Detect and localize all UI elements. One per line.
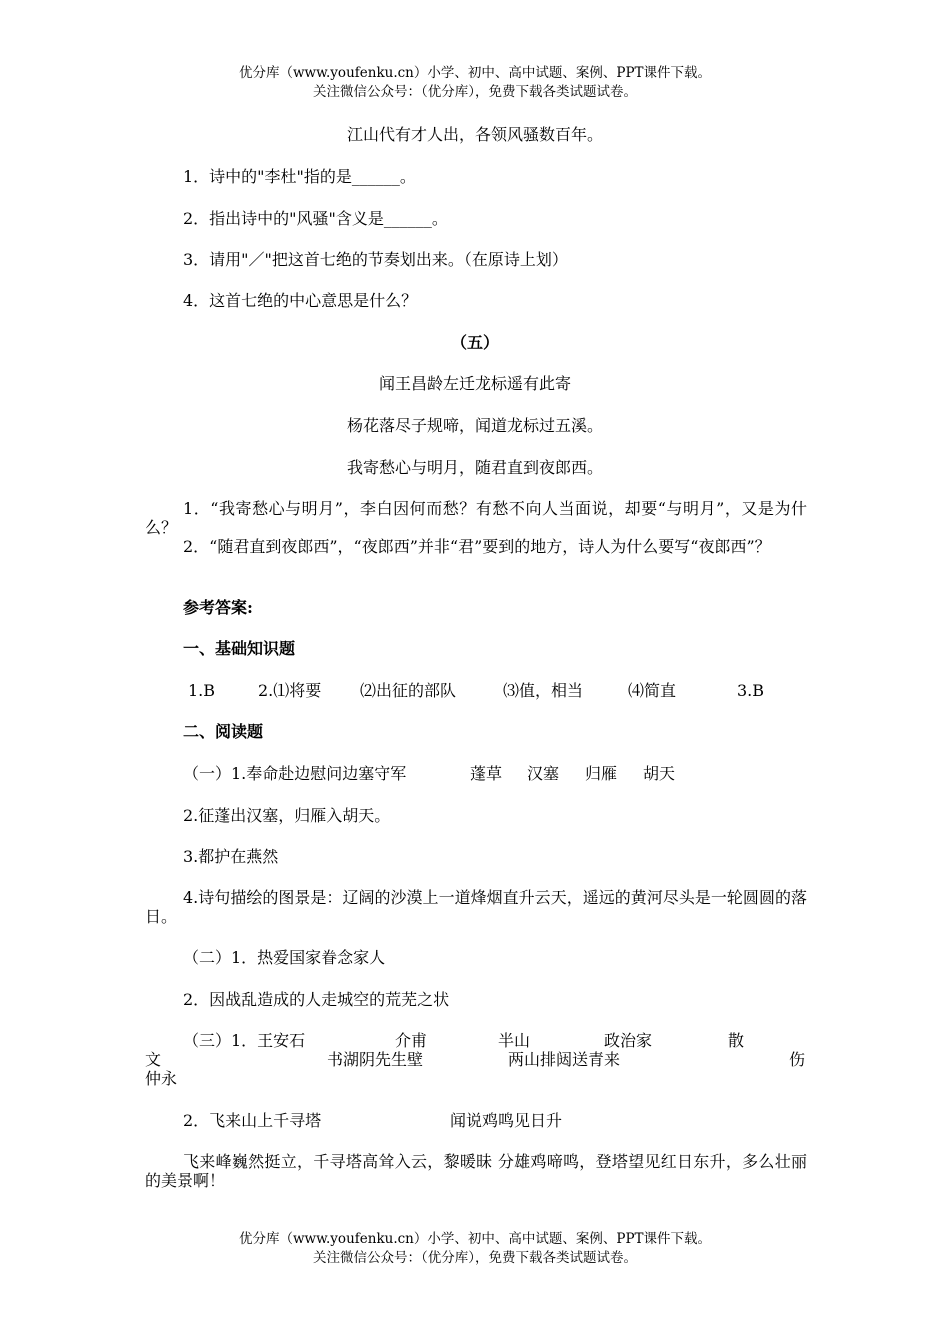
reading3-answer-2-left: 2．飞来山上千寻塔 <box>183 1111 322 1130</box>
answers-title: 参考答案: <box>183 598 253 617</box>
reading2-answer-1: （二）1．热爱国家眷念家人 <box>183 948 386 967</box>
part1-answer-3: 3.B <box>737 681 765 700</box>
reading3-answer-2-right: 闻说鸡鸣见日升 <box>450 1111 563 1130</box>
footer-line-2: 关注微信公众号：（优分库），免费下载各类试题试卷。 <box>313 1250 637 1266</box>
page-header <box>0 64 950 102</box>
question-1: 1．诗中的"李杜"指的是______。 <box>183 167 416 186</box>
reading3-poem-line: 两山排闼送青来 <box>508 1050 621 1069</box>
header-line-2: 关注微信公众号：（优分库），免费下载各类试题试卷。 <box>313 84 637 100</box>
reading3-answer-1: （三）1．王安石 <box>183 1031 306 1050</box>
reading3-poem-title: 书湖阴先生壁 <box>327 1050 424 1069</box>
reading1-answer-2: 2.征蓬出汉塞，归雁入胡天。 <box>183 806 391 825</box>
reading3-genre-a: 散 <box>728 1031 745 1050</box>
reading1-answer-4: 4.诗句描绘的图景是：辽阔的沙漠上一道烽烟直升云天，遥远的黄河尽头是一轮圆圆的落日。 <box>145 888 807 926</box>
reading1-answer-1: （一）1.奉命赴边慰问边塞守军 <box>183 764 407 783</box>
reading3-work-b: 仲永 <box>145 1069 178 1088</box>
part1-answer-1: 1.B <box>188 681 216 700</box>
poem-line-1: 杨花落尽子规啼，闻道龙标过五溪。 <box>346 416 603 435</box>
question-3: 3．请用"／"把这首七绝的节奏划出来。（在原诗上划） <box>183 250 568 269</box>
question-4: 4．这首七绝的中心意思是什么？ <box>183 291 418 310</box>
reading2-answer-2: 2．因战乱造成的人走城空的荒芜之状 <box>183 990 450 1009</box>
footer-line-1: 优分库（www.youfenku.cn）小学、初中、高中试题、案例、PPT课件下载。 <box>238 1231 712 1247</box>
section5-question-1: 1．“我寄愁心与明月”，李白因何而愁？有愁不向人当面说，却要“与明月”，又是为什么？ <box>145 499 807 537</box>
part1-answer-2-3: ⑶值，相当 <box>503 681 584 700</box>
reading1-word-1: 蓬草 <box>470 764 503 783</box>
poem-line-2: 我寄愁心与明月，随君直到夜郎西。 <box>346 458 603 477</box>
reading3-answer-3: 飞来峰巍然挺立，千寻塔高耸入云，黎暖昧 分雄鸡啼鸣，登塔望见红日东升，多么壮丽的美景啊！ <box>145 1152 807 1190</box>
reading3-courtesy-name: 介甫 <box>395 1031 428 1050</box>
reading1-answer-3: 3.都护在燕然 <box>183 847 279 866</box>
reading3-work-a: 伤 <box>789 1050 806 1069</box>
header-line-1: 优分库（www.youfenku.cn）小学、初中、高中试题、案例、PPT课件下载。 <box>238 65 712 81</box>
part2-heading: 二、阅读题 <box>183 722 264 741</box>
poem-last-line: 江山代有才人出，各领风骚数百年。 <box>346 125 603 144</box>
reading1-word-2: 汉塞 <box>527 764 560 783</box>
part1-heading: 一、基础知识题 <box>183 639 296 658</box>
poem-title: 闻王昌龄左迁龙标遥有此寄 <box>378 374 571 393</box>
part1-answer-2-2: ⑵出征的部队 <box>360 681 457 700</box>
page-footer <box>0 1230 950 1268</box>
reading1-word-3: 归雁 <box>585 764 618 783</box>
reading1-word-4: 胡天 <box>643 764 676 783</box>
part1-answer-2-1: 2.⑴将要 <box>258 681 322 700</box>
section-heading: （五） <box>450 333 499 352</box>
question-2: 2．指出诗中的"风骚"含义是______。 <box>183 209 448 228</box>
part1-answer-2-4: ⑷简直 <box>628 681 677 700</box>
reading3-pen-name: 半山 <box>498 1031 531 1050</box>
section5-question-2: 2．“随君直到夜郎西”，“夜郎西”并非“君”要到的地方，诗人为什么要写“夜郎西”？ <box>183 537 771 556</box>
reading3-identity: 政治家 <box>604 1031 653 1050</box>
reading3-genre-b: 文 <box>145 1050 162 1069</box>
